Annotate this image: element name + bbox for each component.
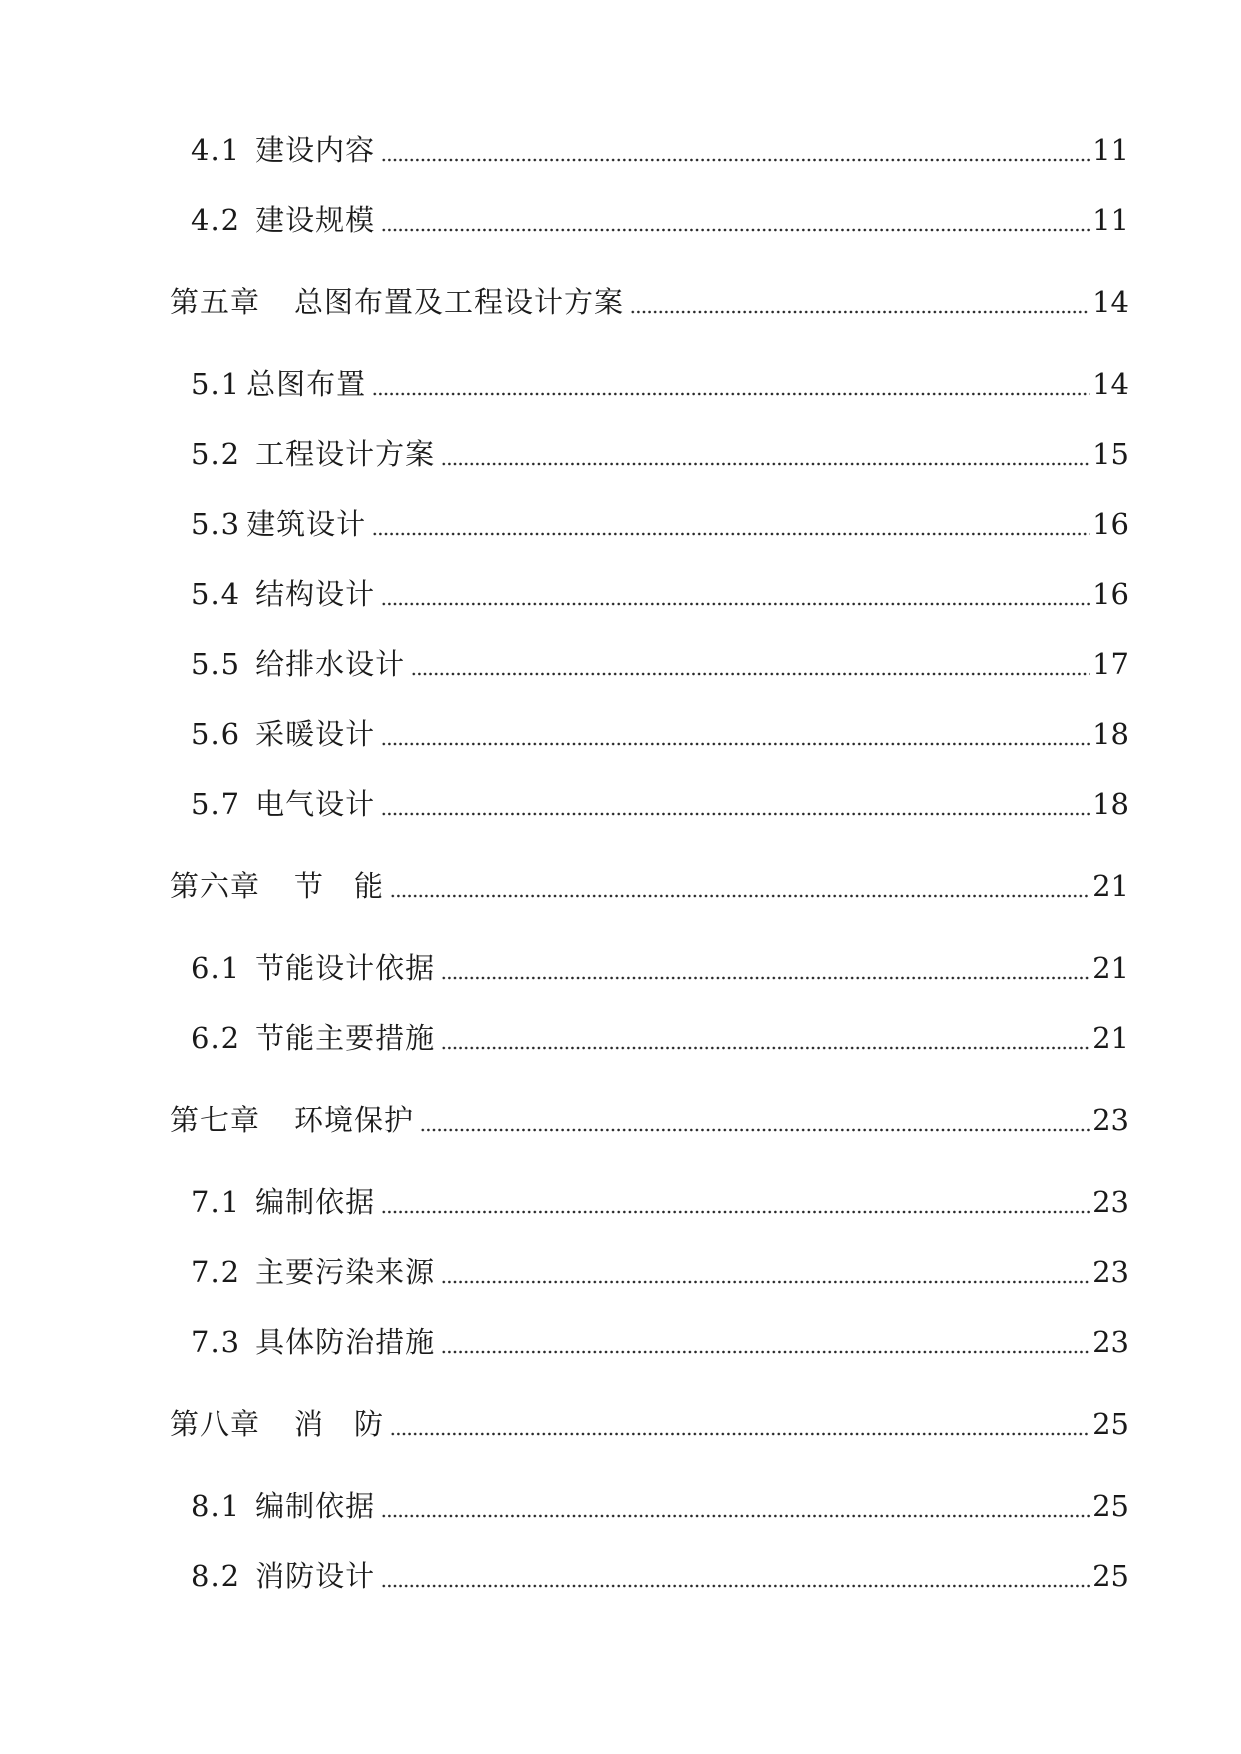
toc-page-number: 21 (1092, 869, 1129, 903)
toc-entry-4-1[interactable] (191, 130, 1129, 170)
toc-page-number: 11 (1092, 133, 1129, 167)
toc-entry-title (170, 1100, 414, 1140)
toc-entry-chapter-5[interactable] (170, 282, 1129, 322)
toc-entry-text: 建筑设计 (246, 507, 367, 541)
toc-page-number: 25 (1092, 1489, 1129, 1523)
toc-entry-title (170, 866, 384, 906)
toc-entry-title (191, 1556, 375, 1596)
toc-entry-title (191, 1322, 435, 1362)
toc-entry-5-3[interactable] (191, 504, 1129, 544)
toc-entry-4-2[interactable] (191, 200, 1129, 240)
toc-entry-5-1[interactable] (191, 364, 1129, 404)
dot-leader (372, 504, 1090, 544)
toc-entry-number: 5.6 (191, 717, 241, 751)
dot-leader (381, 1556, 1090, 1596)
toc-entry-title (191, 784, 375, 824)
toc-entry-number: 6.2 (191, 1021, 241, 1055)
toc-entry-title (191, 1486, 375, 1526)
dot-leader (390, 866, 1090, 906)
toc-entry-text: 给排水设计 (255, 647, 406, 681)
toc-entry-number: 4.2 (191, 203, 241, 237)
toc-entry-text: 采暖设计 (255, 717, 376, 751)
dot-leader (381, 574, 1090, 614)
toc-entry-7-1[interactable] (191, 1182, 1129, 1222)
toc-entry-text: 工程设计方案 (255, 437, 436, 471)
toc-entry-number: 8.2 (191, 1559, 241, 1593)
dot-leader (441, 948, 1090, 988)
toc-entry-text: 总图布置及工程设计方案 (294, 285, 625, 319)
toc-page-number: 21 (1092, 951, 1129, 985)
toc-entry-title (170, 1404, 384, 1444)
toc-entry-5-5[interactable] (191, 644, 1129, 684)
toc-entry-5-7[interactable] (191, 784, 1129, 824)
toc-entry-text: 具体防治措施 (255, 1325, 436, 1359)
toc-entry-title (191, 714, 375, 754)
dot-leader (420, 1100, 1090, 1140)
toc-entry-text: 消 防 (294, 1407, 385, 1441)
toc-entry-title (191, 574, 375, 614)
dot-leader (381, 1182, 1090, 1222)
dot-leader (441, 1252, 1090, 1292)
toc-page-number: 18 (1092, 717, 1129, 751)
toc-page-number: 23 (1092, 1325, 1129, 1359)
dot-leader (381, 130, 1090, 170)
toc-entry-number: 第七章 (170, 1103, 261, 1137)
toc-page-number: 14 (1092, 367, 1129, 401)
dot-leader (630, 282, 1090, 322)
toc-entry-number: 8.1 (191, 1489, 241, 1523)
toc-entry-title (191, 364, 366, 404)
toc-page-number: 16 (1092, 507, 1129, 541)
toc-entry-text: 消防设计 (255, 1559, 376, 1593)
toc-entry-7-3[interactable] (191, 1322, 1129, 1362)
toc-entry-number: 第八章 (170, 1407, 261, 1441)
toc-entry-number: 7.2 (191, 1255, 241, 1289)
toc-entry-text: 电气设计 (255, 787, 376, 821)
toc-entry-text: 主要污染来源 (255, 1255, 436, 1289)
toc-entry-number: 7.1 (191, 1185, 241, 1219)
toc-entry-number: 5.5 (191, 647, 241, 681)
toc-entry-text: 环境保护 (294, 1103, 415, 1137)
toc-entry-text: 编制依据 (255, 1185, 376, 1219)
toc-entry-text: 建设内容 (255, 133, 376, 167)
dot-leader (381, 784, 1090, 824)
toc-page-number: 23 (1092, 1255, 1129, 1289)
toc-entry-text: 建设规模 (255, 203, 376, 237)
toc-entry-text: 结构设计 (255, 577, 376, 611)
toc-entry-number: 6.1 (191, 951, 241, 985)
dot-leader (381, 714, 1090, 754)
toc-entry-number: 5.7 (191, 787, 241, 821)
toc-entry-title (191, 644, 405, 684)
toc-entry-title (191, 1018, 435, 1058)
toc-page-number: 18 (1092, 787, 1129, 821)
dot-leader (381, 200, 1090, 240)
toc-entry-5-4[interactable] (191, 574, 1129, 614)
toc-page-number: 15 (1092, 437, 1129, 471)
dot-leader (390, 1404, 1090, 1444)
toc-entry-chapter-8[interactable] (170, 1404, 1129, 1444)
toc-page-number: 14 (1092, 285, 1129, 319)
toc-entry-number: 5.3 (191, 507, 241, 541)
toc-entry-text: 节能主要措施 (255, 1021, 436, 1055)
toc-page-number: 25 (1092, 1407, 1129, 1441)
toc-entry-number: 第六章 (170, 869, 261, 903)
toc-page-number: 23 (1092, 1103, 1129, 1137)
dot-leader (441, 1322, 1090, 1362)
toc-entry-8-2[interactable] (191, 1556, 1129, 1596)
toc-page-number: 11 (1092, 203, 1129, 237)
toc-entry-number: 5.2 (191, 437, 241, 471)
toc-entry-number: 5.4 (191, 577, 241, 611)
dot-leader (441, 1018, 1090, 1058)
toc-entry-title (191, 1252, 435, 1292)
toc-page-number: 23 (1092, 1185, 1129, 1219)
toc-entry-title (191, 130, 375, 170)
toc-entry-chapter-6[interactable] (170, 866, 1129, 906)
toc-entry-number: 7.3 (191, 1325, 241, 1359)
toc-entry-title (170, 282, 624, 322)
toc-entry-number: 4.1 (191, 133, 241, 167)
toc-entry-7-2[interactable] (191, 1252, 1129, 1292)
dot-leader (411, 644, 1090, 684)
toc-page-number: 17 (1092, 647, 1129, 681)
toc-page-number: 21 (1092, 1021, 1129, 1055)
toc-entry-text: 总图布置 (246, 367, 367, 401)
dot-leader (381, 1486, 1090, 1526)
dot-leader (372, 364, 1090, 404)
toc-entry-text: 编制依据 (255, 1489, 376, 1523)
dot-leader (441, 434, 1090, 474)
toc-entry-chapter-7[interactable] (170, 1100, 1129, 1140)
toc-entry-title (191, 200, 375, 240)
toc-entry-6-2[interactable] (191, 1018, 1129, 1058)
toc-entry-title (191, 434, 435, 474)
toc-entry-number: 5.1 (191, 367, 241, 401)
toc-entry-8-1[interactable] (191, 1486, 1129, 1526)
toc-entry-6-1[interactable] (191, 948, 1129, 988)
toc-entry-title (191, 504, 366, 544)
toc-entry-title (191, 1182, 375, 1222)
toc-entry-text: 节能设计依据 (255, 951, 436, 985)
toc-page-number: 25 (1092, 1559, 1129, 1593)
toc-page-number: 16 (1092, 577, 1129, 611)
toc-entry-text: 节 能 (294, 869, 385, 903)
toc-entry-5-6[interactable] (191, 714, 1129, 754)
toc-entry-5-2[interactable] (191, 434, 1129, 474)
toc-entry-number: 第五章 (170, 285, 261, 319)
toc-entry-title (191, 948, 435, 988)
